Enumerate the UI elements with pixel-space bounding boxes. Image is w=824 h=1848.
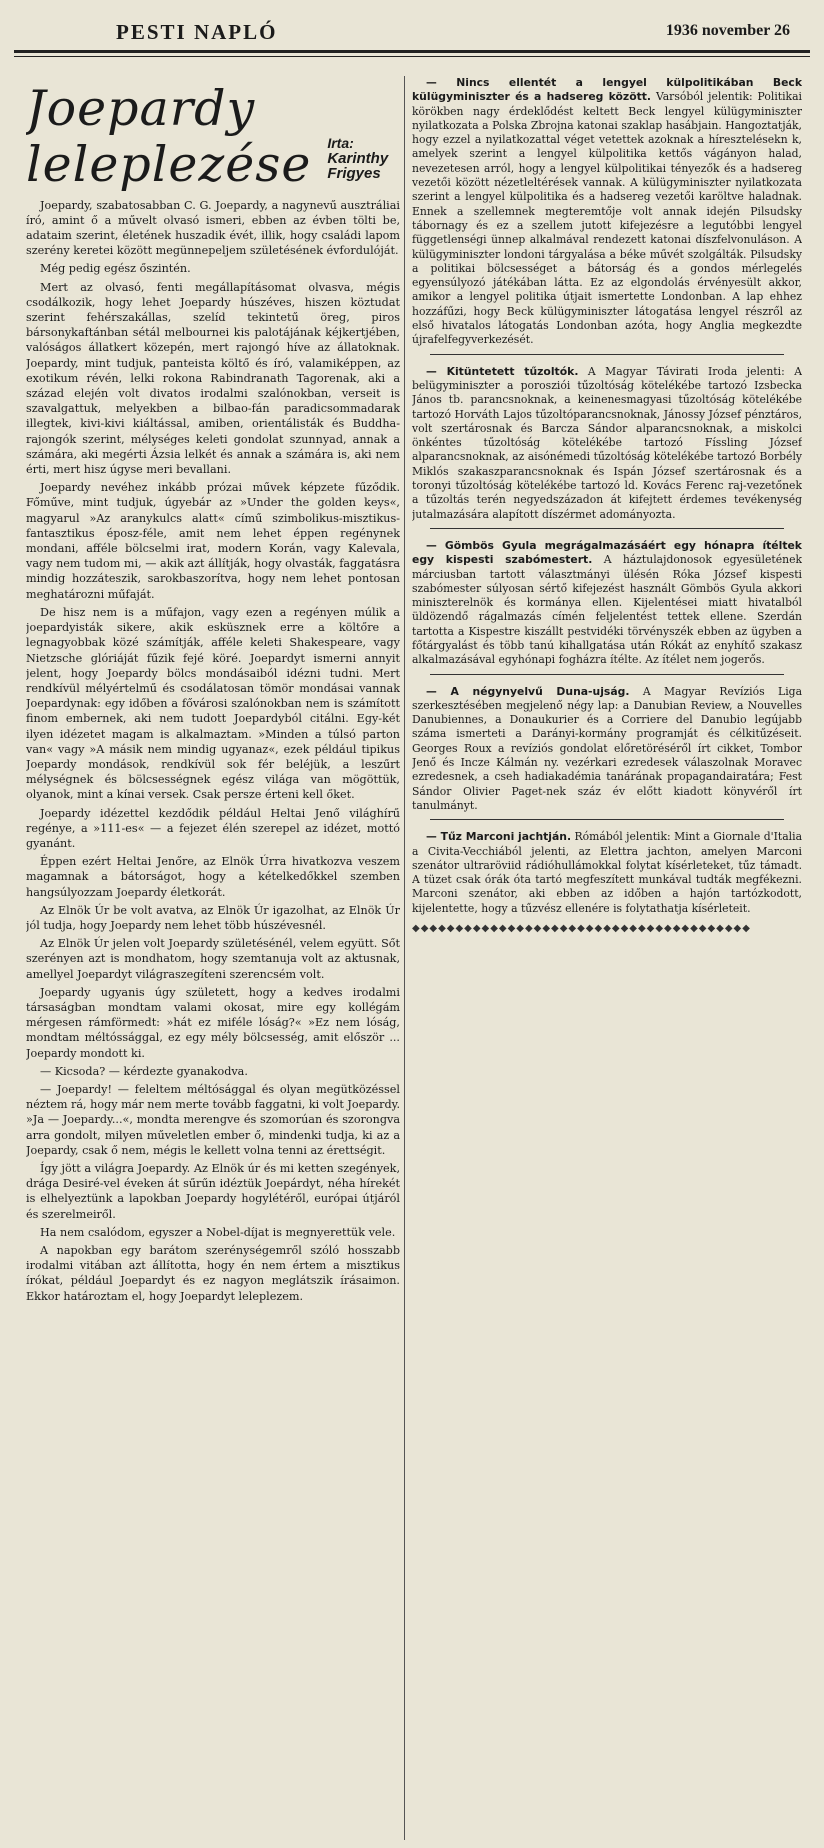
masthead-rule-thin (14, 56, 810, 57)
article-paragraph: — Joepardy! — feleltem méltósággal és olyan megütközéssel néztem rá, hogy már nem merte tovább faggatni, ki volt Joepardy. »Ja — Joepardy...«, mondta merengve és szomorúan és szorongva arra gondolt, milyen műveletlen ember ő, mindenki tudja, ki az a Joepardy, csak ő nem, mégis le kellett volna tenni az érettségit. (26, 1082, 400, 1157)
news-item-lead: — Kitüntetett tűzoltók. (426, 364, 579, 378)
news-item-lead: — Gömbös Gyula megrágalmazásáért egy hónapra ítéltek egy kispesti szabómestert. (412, 538, 802, 567)
article-paragraph: Mert az olvasó, fenti megállapításomat olvasva, mégis csodálkozik, hogy lehet Joepardy húszéves, hiszen köztudat szerint fehérszakállas, szelíd tekintetű öreg, piros bársonykaftánban sétál melbournei kis palotájának kéjkertjében, valóságos állatkert közepén, mert rajongó híve az állatoknak. Joepardy, mint tudjuk, panteista költő és író, valamiképpen, az exotikum révén, lelki rokona Rabindranath Tagorenak, aki a század elején volt divatos irodalmi szalónokban, verseit is szavalgattuk, melyekben a bilbao-fán paradicsommadarak illegtek, kivi-kivi kiáltással, amiben, orientálisták és Buddha-rajongók szerint, mélységes keleti gondolat szunnyad, annak a számára, aki megérti Ázsia lelkét és annak a számára is, aki nem érti, mert hisz úgyse meri bevallani. (26, 280, 400, 477)
news-separator (430, 528, 784, 529)
article-paragraph: Joepardy, szabatosabban C. G. Joepardy, a nagynevű ausztráliai író, amint ő a művelt olvasó ismeri, ebben az évben tölti be, adataim szerint, életének huszadik évét, illik, hogy családi lapom szerény keretei között megünnepeljem születésének évfordulóját. (26, 198, 400, 258)
article-paragraph: Az Elnök Úr be volt avatva, az Elnök Úr igazolhat, az Elnök Úr jól tudja, hogy Joepardy nem lehet több húszévesnél. (26, 903, 400, 932)
news-item-lead: — A négynyelvű Duna-ujság. (426, 684, 630, 698)
article-paragraph: — Kicsoda? — kérdezte gyanakodva. (40, 1064, 248, 1078)
news-separator (430, 354, 784, 355)
news-item (412, 830, 802, 916)
news-item-body: A háztulajdonosok egyesületének márciusban tartott választmányi ülésén Róka József kispesti szabómester súlyosan sértő kifejezést használt Gömbös Gyula akkori miniszterelnök és kormánya ellen. Kijelentései miatt hivatalból üldözendő rágalmazás címén feljelentést tettek ellene. Szerdán tartotta a Kispestre kiszállt pestvidéki törvényszék ebben az ügyben a főtárgyalást és több tanú kihallgatása után Rókát az enyhítő szakasz alkalmazásával egyhónapi fogházra ítélte. Az ítélet nem jogerős. (412, 553, 802, 667)
article-paragraph: A napokban egy barátom szerénységemről szóló hosszabb irodalmi vitában azt állította, hogy én nem értem a misztikus írókat, például Joepardyt és ez nagyon meglátszik írásaimon. Ekkor határoztam el, hogy Joepardyt leleplezem. (26, 1244, 400, 1303)
news-separator (430, 819, 784, 820)
article-body (26, 198, 400, 1304)
article-paragraph: Éppen ezért Heltai Jenőre, az Elnök Úrra hivatkozva veszem magamnak a bátorságot, hogy a kételkedőkkel szemben hangsúlyozzam Joepardy életkorát. (26, 855, 400, 899)
headline-line2: leleplezése (26, 135, 312, 193)
news-item (412, 365, 802, 522)
news-item (412, 76, 802, 348)
news-item-body: A Magyar Revíziós Liga szerkesztésében megjelenő négy lap: a Danubian Review, a Nouvelles Danubiennes, a Donaukurier és a Corriere del Danubio legújabb száma ismerteti a Darányi-kormány programját és célkitűzéseit. Georges Roux a revíziós gondolat előretöréséről írt cikket, Tombor Jenő és Incze Kálmán ny. vezérkari ezredesek válaszolnak Moravec ezredesnek, a cseh hadiakadémia tanárának propagandairatára; Fest Sándor Olivier Paget-nek száz év előtt kiadott könyvéről írt tanulmányt. (412, 684, 802, 812)
article-paragraph: Joepardy nevéhez inkább prózai művek képzete fűződik. Főműve, mint tudjuk, úgyebár az »Under the golden keys«, magyarul »Az aranykulcs alatt« című szimbolikus-misztikus-fantasztikus éposz-féle, amit nem lehet éppen regénynek mondani, afféle bölcselmi irat, modern Korán, vagy Kalevala, vagy nem tudom mi, — akik azt állítják, hogy olvasták, faggatásra mindig hozzáteszik, sarokbaszorítva, hogy nem lehet pontosan meghatározni műfaját. (26, 481, 400, 601)
news-item-body: A Magyar Távirati Iroda jelenti: A belügyminiszter a porosziói tűzoltóság kötelékébe tartozó Izsbecka János tb. parancsnoknak, a keinenesmagyasi tűzoltóság kötelékébe tartozó Horváth Lajos tűzoltóparancsnoknak, Jánossy József pénztáros, volt szertárosnak és Barcza Sándor alparancsnoknak, a miskolci önkéntes tűzoltóság kötelékébe tartozó Físsling József alparancsnoknak, az aisónémedi tűzoltóság kötelékébe tartozó Borbély Miklós szakaszparancsnoknak és Ispán József szertárosnak és a toronyi tűzoltóság kötelékébe tartozó ld. Kovács Ferenc raj-vezetőnek a tűzoltás terén negyedszázadon át kifejtett érdemes tevékenység jutalmazására alapított díszérmet adományozta. (412, 364, 802, 521)
author-name: Karinthy Frigyes (327, 150, 389, 183)
article-paragraph: Így jött a világra Joepardy. Az Elnök úr és mi ketten szegények, drága Desiré-vel éveken át sűrűn idéztük Joepárdyt, néha hírekét is elhelyeztünk a lapokban Joepardy hogylétéről, európai útjáról és szerelmeiről. (26, 1162, 400, 1221)
masthead (14, 12, 810, 64)
article-paragraph: Még pedig egész őszintén. (40, 262, 191, 276)
byline-label: Irta: (327, 135, 354, 151)
headline-row (26, 136, 400, 192)
news-item-body: Rómából jelentik: Mint a Giornale d'Italia a Civita-Vecchiából jelenti, az Elettra jachton, amelyen Marconi szenátor ultraröviid rádióhullámokkal folytat kísérleteket, tűz támadt. A tüzet csak órák óta tartó megfeszített munkával tudták megfékezni. Marconi szenátor, aki ebben az időben a hajón tartózkodott, kijelentette, hogy a tűzvész ellenére is folytathatja kísérleteit. (412, 830, 802, 915)
ornament-rule: ◆◆◆◆◆◆◆◆◆◆◆◆◆◆◆◆◆◆◆◆◆◆◆◆◆◆◆◆◆◆◆◆◆◆◆◆◆◆◆ (412, 923, 751, 935)
masthead-rule-thick (14, 50, 810, 53)
article-paragraph: Ha nem csalódom, egyszer a Nobel-díjat is megnyerettük vele. (40, 1225, 396, 1239)
article-paragraph: De hisz nem is a műfajon, vagy ezen a regényen múlik a joepardyisták sikere, akik esküsznek erre a költőre a legnagyobbak közé számítják, afféle keleti Shakespeare, vagy Nietzsche glóriáját fűzik fejé köré. Joepardyt ismerni annyit jelent, hogy Joepardy bölcs mondásaiból idézni tudni. Mert rendkívül mélyértelmű és csodálatosan tömör mondásai vannak Joepardynak: egy időben a fővárosi szalónokban nem is számított finom embernek, aki nem tudott Joepardyból citálni. Egy-két ilyen idézetet magam is alkalmaztam. »Minden a túlsó parton van« vagy »A másik nem mindig ugyanaz«, ezek például tipikus Joepardy mondások, rendkívül sok fér beléjük, a leszűrt mélységnek és bölcsességnek egész világa van mögöttük, olyanok, mint a kínai versek. Csak persze érteni kell őket. (26, 605, 400, 802)
headline-line1: Joepardy (26, 80, 256, 137)
news-separator (430, 674, 784, 675)
article-paragraph: Az Elnök Úr jelen volt Joepardy születésénél, velem együtt. Sőt szerényen azt is mondhatom, hogy szemtanuja volt az aktusnak, amellyel Joepardyt világraszegíteni szerencsém volt. (26, 937, 400, 981)
news-item-body: Varsóból jelentik: Politikai körökben nagy érdeklődést keltett Beck lengyel külügyminiszter nyilatkozata a Polska Zbrojna katonai szaklap hasábjain. Hangoztatják, hogy ezzel a nyilatkozattal véget vetettek azoknak a híresztelésekn k, amelyek szerint a lengyel külpolitika kettős vágányon halad, nevezetesen arról, hogy a lengyel külpolitikai tényezők és a hadsereg vezetői között nézetleltérések vannak. A külügyminiszter nyilatkozata szerint a lengyel külpolitika és a hadsereg vezetői karöltve haladnak. Ennek a szellemnek megteremtője volt annak idején Pilsudsky tábornagy és ez a szellem jutott kifejezésre a legutóbbi lengyel függetlenségi ünnep alkalmával rendezett katonai díszfelvonuláson. A külügyminiszter londoni tárgyalása a béke művét szolgálták. Pilsudsky a politikai bölcsességet a bátorság és a gondos mérlegelés egyensúlyozó játékában látta. Ez az elgondolás érvényesült akkor, amikor a lengyel politika útjait ismertette Londonban. A lap ehhez hozzáfűzi, hogy Beck külügyminiszter látogatása lengyel részről az első hivatalos látogatás Londonban azóta, hogy Anglia megkezdte újrafelfegyverkezését. (412, 90, 802, 347)
news-item (412, 685, 802, 814)
paper-name: PESTI NAPLÓ (116, 20, 278, 44)
article-column (26, 76, 400, 1840)
article-paragraph: Joepardy ugyanis úgy született, hogy a kedves irodalmi társaságban mondtam valami okosat, mire egy kollégám mérgesen rámförmedt: »hát ez miféle lóság?« »Ez nem lóság, mondtam méltóssággal, ez egy mély bölcsesség, amit először ... Joepardy mondott ki. (26, 985, 400, 1060)
news-item (412, 539, 802, 668)
issue-date: 1936 november 26 (665, 22, 790, 39)
column-divider (404, 76, 405, 1840)
article-paragraph: Joepardy idézettel kezdődik például Heltai Jenő világhírű regénye, a »111-es« — a fejezet élén szerepel az idézet, mottó gyanánt. (26, 806, 400, 850)
byline (327, 136, 400, 182)
news-item-lead: — Tűz Marconi jachtján. (426, 830, 572, 844)
news-item-lead: — Nincs ellentét a lengyel külpolitikában Beck külügyminiszter és a hadsereg között. (412, 76, 802, 104)
news-column (412, 76, 802, 976)
